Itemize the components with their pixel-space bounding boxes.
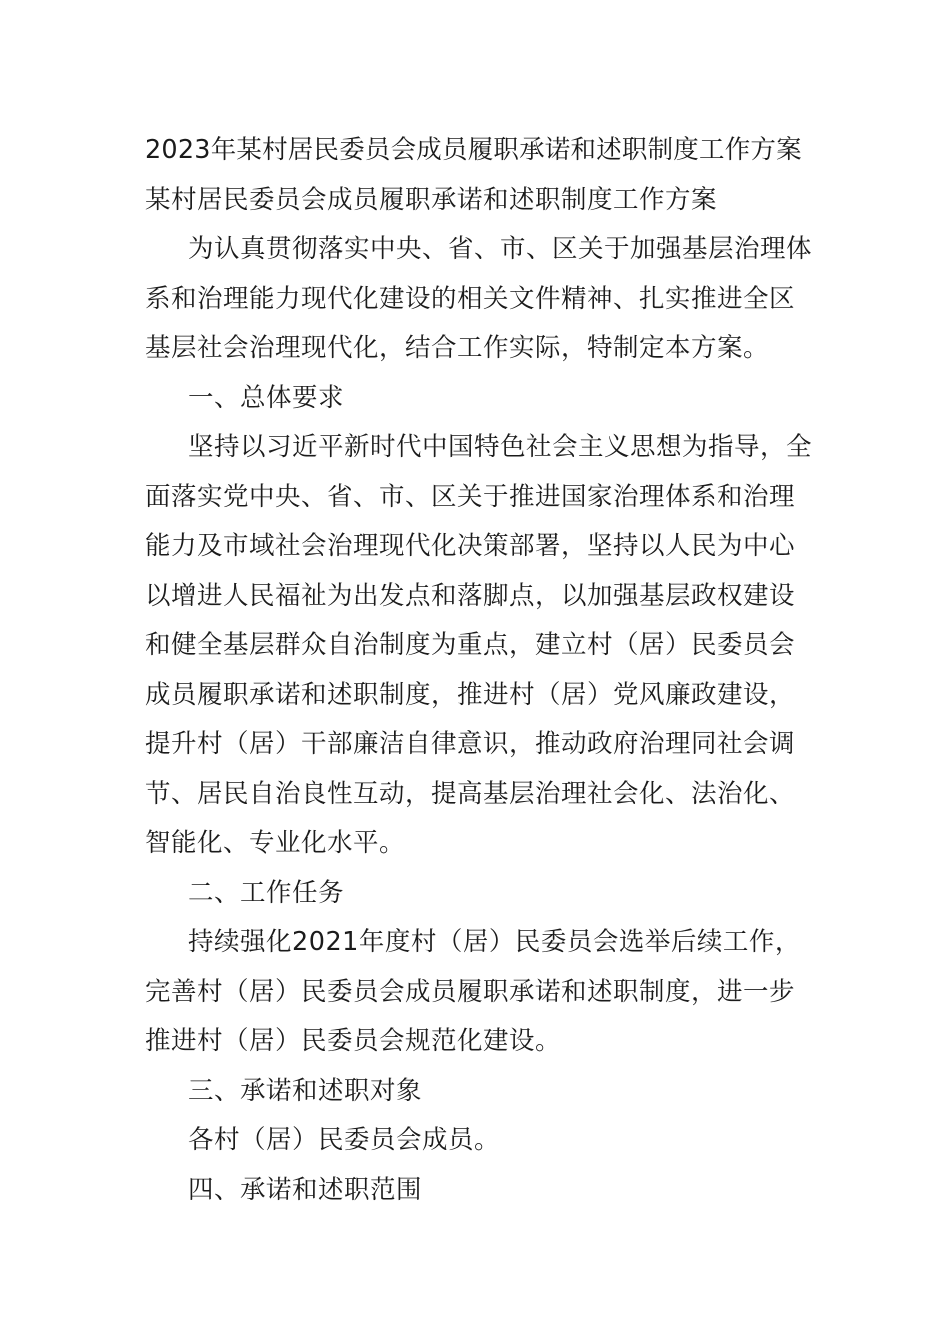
section2-line-1: 持续强化2021年度村（居）民委员会选举后续工作， — [188, 927, 801, 957]
section1-line-9: 智能化、专业化水平。 — [145, 828, 406, 858]
section1-line-5: 和健全基层群众自治制度为重点，建立村（居）民委员会 — [145, 630, 796, 660]
section1-line-4: 以增进人民福祉为出发点和落脚点，以加强基层政权建设 — [145, 580, 796, 611]
section1-line-1: 坚持以习近平新时代中国特色社会主义思想为指导，全 — [188, 432, 813, 462]
section-heading-4: 四、承诺和述职范围 — [188, 1174, 423, 1205]
section-heading-1: 一、总体要求 — [188, 382, 345, 413]
section1-line-3: 能力及市域社会治理现代化决策部署，坚持以人民为中心 — [145, 531, 796, 561]
section-heading-2: 二、工作任务 — [188, 877, 345, 908]
section-heading-3: 三、承诺和述职对象 — [188, 1075, 423, 1106]
intro-line-2: 系和治理能力现代化建设的相关文件精神、扎实推进全区 — [145, 283, 796, 314]
document-subtitle: 某村居民委员会成员履职承诺和述职制度工作方案 — [145, 184, 718, 215]
document-body — [145, 126, 813, 1215]
section1-line-8: 节、居民自治良性互动，提高基层治理社会化、法治化、 — [145, 778, 796, 809]
document-title: 2023年某村居民委员会成员履职承诺和述职制度工作方案 — [145, 135, 802, 165]
section2-line-3: 推进村（居）民委员会规范化建设。 — [145, 1026, 562, 1056]
section1-line-7: 提升村（居）干部廉洁自律意识，推动政府治理同社会调 — [145, 729, 796, 759]
intro-line-1: 为认真贯彻落实中央、省、市、区关于加强基层治理体 — [188, 234, 813, 264]
section2-line-2: 完善村（居）民委员会成员履职承诺和述职制度，进一步 — [145, 976, 796, 1007]
section1-line-6: 成员履职承诺和述职制度，推进村（居）党风廉政建设， — [145, 679, 796, 710]
intro-line-3: 基层社会治理现代化，结合工作实际，特制定本方案。 — [145, 333, 770, 363]
section1-line-2: 面落实党中央、省、市、区关于推进国家治理体系和治理 — [145, 481, 796, 512]
section3-line-1: 各村（居）民委员会成员。 — [188, 1125, 501, 1155]
